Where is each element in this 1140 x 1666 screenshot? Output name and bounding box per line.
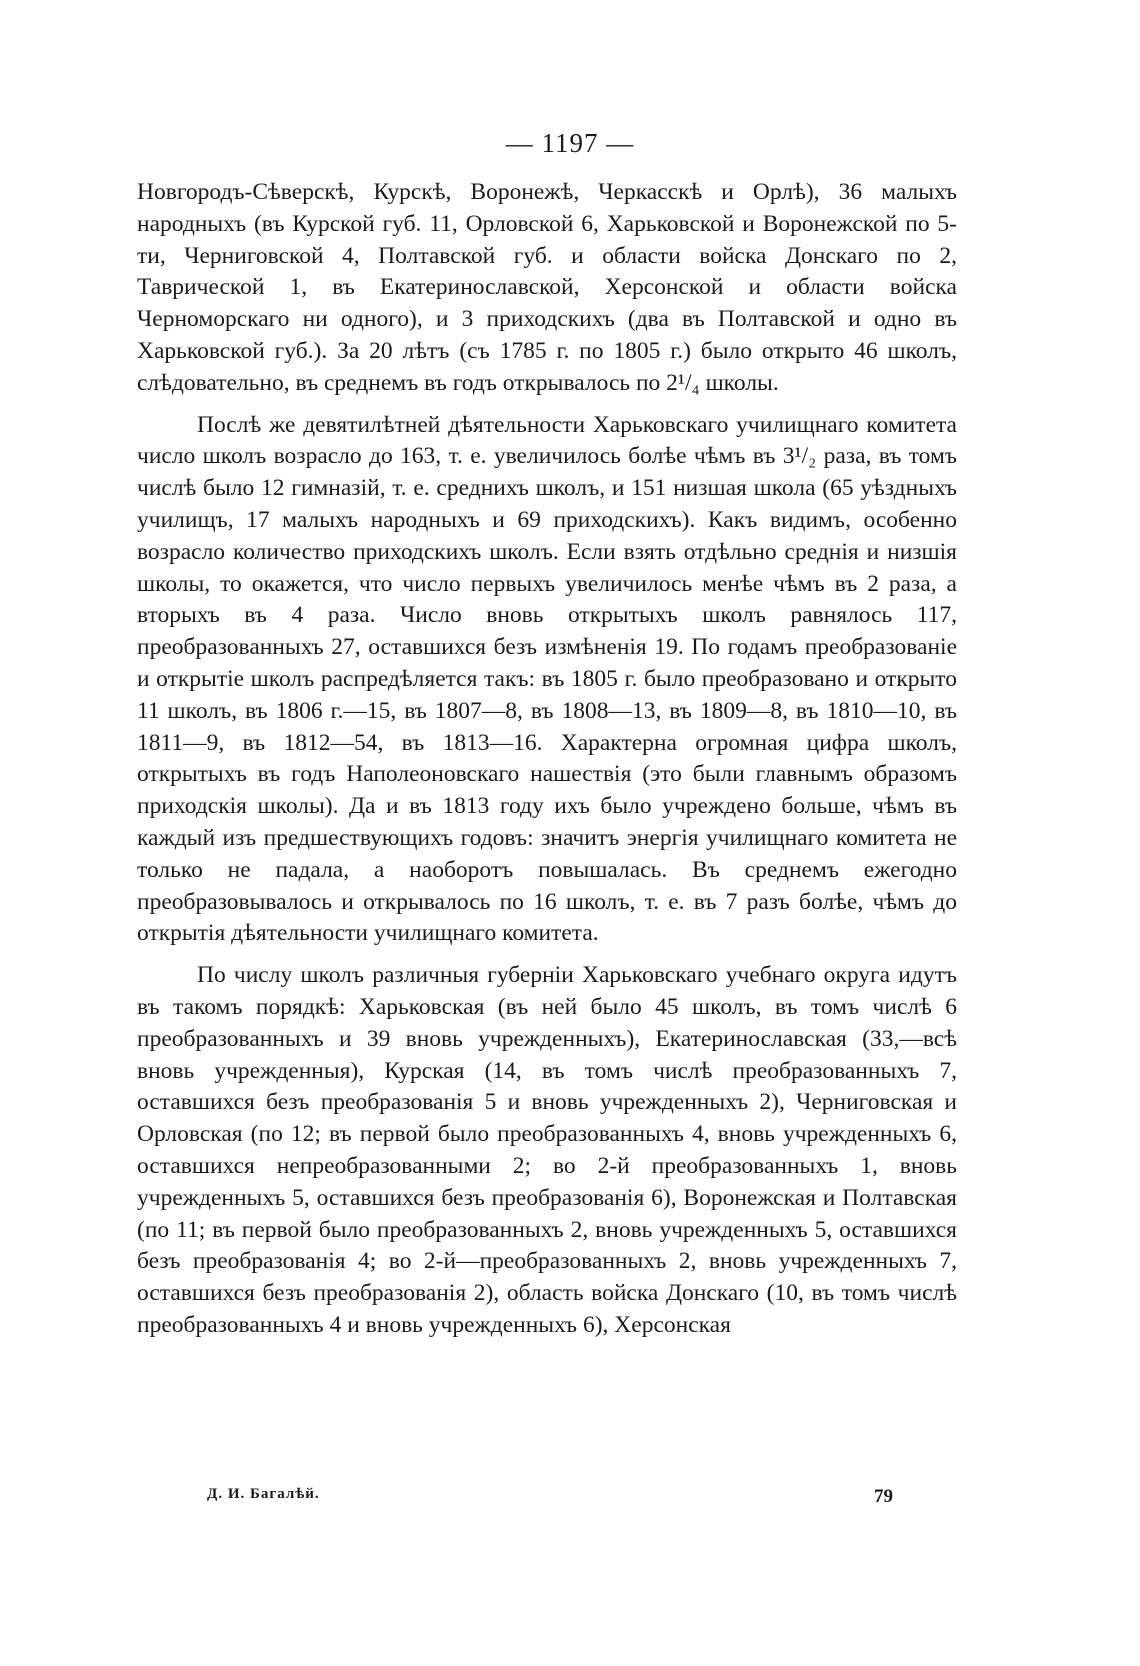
paragraph-continuation: Новгородъ-Сѣверскѣ, Курскѣ, Воронежѣ, Черкасскѣ и Орлѣ), 36 малыхъ народныхъ (въ Курской губ. 11, Орловской 6, Харьковской и Воронежской по 5-ти, Черниговской 4, Полтавской губ. и области войска Донскаго по 2, Таврической 1, въ Екатеринославской, Херсонской и области войска Черноморскаго ни одного), и 3 приходскихъ (два въ Полтавской и одно въ Харьковской губ.). За 20 лѣтъ (съ 1785 г. по 1805 г.) было открыто 46 школъ, слѣдовательно, въ среднемъ въ годъ открывалось по 2¹/₄ школы. (137, 179, 957, 396)
body-text (137, 177, 957, 1352)
page-number-header: — 1197 — (505, 128, 635, 158)
footer-author: Д. И. Багалѣй. (207, 1486, 320, 1502)
paragraph-provinces-order: По числу школъ различныя губерніи Харьковскаго учебнаго округа идутъ въ такомъ порядкѣ: Харьковская (въ ней было 45 школъ, въ томъ числѣ 6 преобразованныхъ и 39 вновь учрежденныхъ), Екатеринославская (33,—всѣ вновь учрежденныя), Курская (14, въ томъ числѣ преобразованныхъ 7, оставшихся безъ преобразованія 5 и вновь учрежденныхъ 2), Черниговская и Орловская (по 12; въ первой было преобразованныхъ 4, вновь учрежденныхъ 6, оставшихся непреобразованными 2; во 2-й преобразованныхъ 1, вновь учрежденныхъ 5, оставшихся безъ преобразованія 6), Воронежская и Полтавская (по 11; въ первой было преобразованныхъ 2, вновь учрежденныхъ 5, оставшихся безъ преобразованія 4; во 2-й—преобразованныхъ 2, вновь учрежденныхъ 7, оставшихся безъ преобразованія 2), область войска Донскаго (10, въ томъ числѣ преобразованныхъ 4 и вновь учрежденныхъ 6), Херсонская (137, 962, 957, 1338)
paragraph-committee-activity: Послѣ же девятилѣтней дѣятельности Харьковскаго училищнаго комитета число школъ возрасло до 163, т. е. увеличилось болѣе чѣмъ въ 3¹/₂ раза, въ томъ числѣ было 12 гимназій, т. е. среднихъ школъ, и 151 низшая школа (65 уѣздныхъ училищъ, 17 малыхъ народныхъ и 69 приходскихъ). Какъ видимъ, особенно возрасло количество приходскихъ школъ. Если взять отдѣльно среднія и низшія школы, то окажется, что число первыхъ увеличилось менѣе чѣмъ въ 2 раза, а вторыхъ въ 4 раза. Число вновь открытыхъ школъ равнялось 117, преобразованныхъ 27, оставшихся безъ измѣненія 19. По годамъ преобразованіе и открытіе школъ распредѣляется такъ: въ 1805 г. было преобразовано и открыто 11 школъ, въ 1806 г.—15, въ 1807—8, въ 1808—13, въ 1809—8, въ 1810—10, въ 1811—9, въ 1812—54, въ 1813—16. Характерна огромная цифра школъ, открытыхъ въ годъ Наполеоновскаго нашествія (это были главнымъ образомъ приходскія школы). Да и въ 1813 году ихъ было учреждено больше, чѣмъ въ каждый изъ предшествующихъ годовъ: значитъ энергія училищнаго комитета не только не падала, а наоборотъ повышалась. Въ среднемъ ежегодно преобразовывалось и открывалось по 16 школъ, т. е. въ 7 разъ болѣе, чѣмъ до открытія дѣятельности училищнаго комитета. (137, 411, 957, 947)
footer-signature-number: 79 (874, 1486, 893, 1507)
